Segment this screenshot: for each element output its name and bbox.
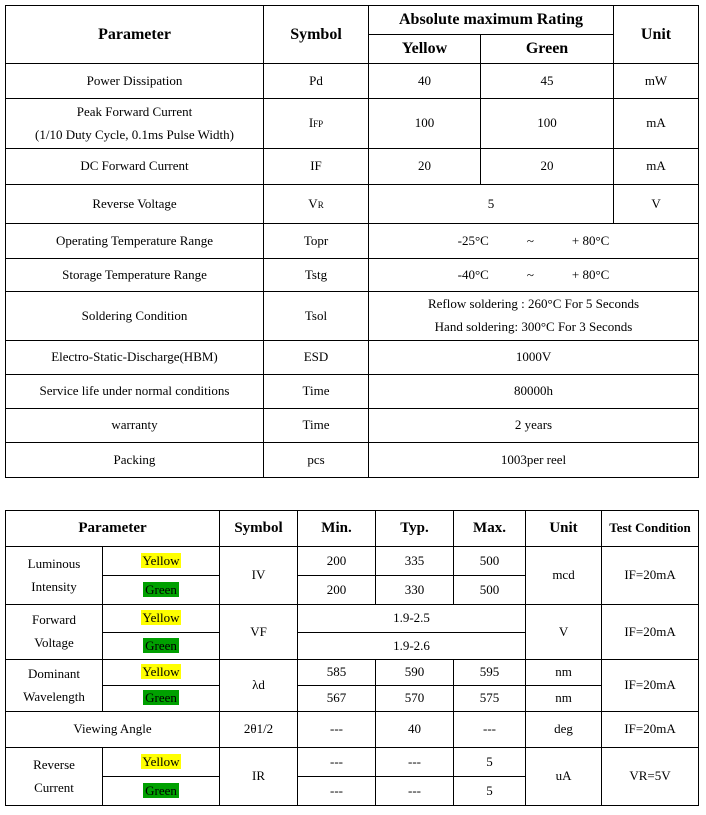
range: 1.9-2.6 xyxy=(298,633,526,660)
table-row xyxy=(6,64,699,99)
param-line: Forward xyxy=(31,612,77,628)
max: 575 xyxy=(454,686,526,712)
table-row xyxy=(6,375,699,409)
header-typ: Typ. xyxy=(376,511,454,547)
max: 5 xyxy=(454,748,526,777)
value: 1000V xyxy=(369,341,699,375)
color-green xyxy=(103,633,220,660)
color-label-yellow: Yellow xyxy=(142,552,180,568)
param-esd: Electro-Static-Discharge(HBM) xyxy=(6,341,264,375)
table-row xyxy=(6,712,699,748)
table-row xyxy=(6,341,699,375)
color-label-green: Green xyxy=(145,690,177,706)
min: 200 xyxy=(298,547,376,576)
param-line: Reverse xyxy=(33,756,75,772)
value: 1003per reel xyxy=(369,443,699,478)
test-condition: IF=20mA xyxy=(602,605,699,660)
typ: 590 xyxy=(376,660,454,686)
min: --- xyxy=(298,777,376,806)
unit: V xyxy=(614,185,699,224)
symbol-time: Time xyxy=(264,375,369,409)
color-label-yellow: Yellow xyxy=(142,664,180,680)
header-symbol: Symbol xyxy=(264,6,369,64)
color-label-green: Green xyxy=(145,581,177,597)
table-row xyxy=(6,292,699,341)
typ: 335 xyxy=(376,547,454,576)
color-label-yellow: Yellow xyxy=(142,610,180,626)
range-to: + 80°C xyxy=(571,266,610,282)
value-green: 45 xyxy=(481,64,614,99)
table-row xyxy=(6,224,699,259)
unit: nm xyxy=(526,686,602,712)
min: --- xyxy=(298,748,376,777)
max: 500 xyxy=(454,576,526,605)
color-yellow xyxy=(103,660,220,686)
param-peak-forward-current xyxy=(6,99,264,149)
unit: uA xyxy=(526,748,602,806)
color-label-yellow: Yellow xyxy=(142,753,180,769)
temperature-range xyxy=(369,224,699,259)
symbol-topr: Topr xyxy=(264,224,369,259)
table-row xyxy=(6,686,699,712)
header-max: Max. xyxy=(454,511,526,547)
param-luminous-intensity xyxy=(6,547,103,605)
param-storage-temperature-range: Storage Temperature Range xyxy=(6,259,264,292)
header-yellow: Yellow xyxy=(369,35,481,64)
param-packing: Packing xyxy=(6,443,264,478)
param-power-dissipation: Power Dissipation xyxy=(6,64,264,99)
param-forward-voltage xyxy=(6,605,103,660)
color-yellow xyxy=(103,748,220,777)
typ: 40 xyxy=(376,712,454,748)
value-yellow: 100 xyxy=(369,99,481,149)
table-row xyxy=(6,443,699,478)
value-yellow: 20 xyxy=(369,149,481,185)
param-line: Peak Forward Current xyxy=(76,103,193,119)
range-from: -40°C xyxy=(457,266,489,282)
unit: mA xyxy=(614,99,699,149)
test-condition: IF=20mA xyxy=(602,712,699,748)
temperature-range xyxy=(369,259,699,292)
max: --- xyxy=(454,712,526,748)
electro-optical-characteristics-table xyxy=(5,510,699,806)
symbol-main: I xyxy=(308,115,314,131)
symbol-vr xyxy=(264,185,369,224)
value-green: 100 xyxy=(481,99,614,149)
value-green: 20 xyxy=(481,149,614,185)
param-reverse-current xyxy=(6,748,103,806)
color-green xyxy=(103,576,220,605)
value-yellow: 40 xyxy=(369,64,481,99)
symbol-sub: FP xyxy=(313,119,324,130)
typ: 330 xyxy=(376,576,454,605)
symbol-tsol: Tsol xyxy=(264,292,369,341)
table-row xyxy=(6,99,699,149)
test-condition: IF=20mA xyxy=(602,547,699,605)
color-yellow xyxy=(103,605,220,633)
test-condition: IF=20mA xyxy=(602,660,699,712)
max: 595 xyxy=(454,660,526,686)
value: 2 years xyxy=(369,409,699,443)
param-dc-forward-current: DC Forward Current xyxy=(6,149,264,185)
table-row xyxy=(6,259,699,292)
param-reverse-voltage: Reverse Voltage xyxy=(6,185,264,224)
unit: mA xyxy=(614,149,699,185)
header-parameter: Parameter xyxy=(6,511,220,547)
param-soldering-condition: Soldering Condition xyxy=(6,292,264,341)
table-row xyxy=(6,547,699,576)
symbol-esd: ESD xyxy=(264,341,369,375)
header-unit: Unit xyxy=(526,511,602,547)
absolute-maximum-ratings-table xyxy=(5,5,699,478)
symbol-pd: Pd xyxy=(264,64,369,99)
color-green xyxy=(103,686,220,712)
soldering-hand: Hand soldering: 300°C For 3 Seconds xyxy=(434,319,633,334)
range: 1.9-2.5 xyxy=(298,605,526,633)
header-symbol: Symbol xyxy=(220,511,298,547)
symbol-sub: R xyxy=(317,199,324,210)
range-to: + 80°C xyxy=(571,232,610,248)
param-operating-temperature-range: Operating Temperature Range xyxy=(6,224,264,259)
symbol-lambda-d: λd xyxy=(220,660,298,712)
unit: mcd xyxy=(526,547,602,605)
param-line: Dominant xyxy=(28,665,80,681)
max: 500 xyxy=(454,547,526,576)
header-test-condition: Test Condition xyxy=(602,511,699,547)
table-row xyxy=(6,748,699,777)
symbol-ifp xyxy=(264,99,369,149)
symbol-if: IF xyxy=(264,149,369,185)
range-separator: ~ xyxy=(526,232,534,248)
color-yellow xyxy=(103,547,220,576)
range-separator: ~ xyxy=(526,266,534,282)
unit: nm xyxy=(526,660,602,686)
table-row xyxy=(6,149,699,185)
symbol-ir: IR xyxy=(220,748,298,806)
table-row xyxy=(6,660,699,686)
param-warranty: warranty xyxy=(6,409,264,443)
color-green xyxy=(103,777,220,806)
symbol-pcs: pcs xyxy=(264,443,369,478)
max: 5 xyxy=(454,777,526,806)
typ: --- xyxy=(376,777,454,806)
header-unit: Unit xyxy=(614,6,699,64)
range-from: -25°C xyxy=(457,232,489,248)
param-service-life: Service life under normal conditions xyxy=(6,375,264,409)
min: 585 xyxy=(298,660,376,686)
min: 200 xyxy=(298,576,376,605)
table-row xyxy=(6,605,699,633)
param-line: Voltage xyxy=(34,635,74,650)
unit: V xyxy=(526,605,602,660)
table-row xyxy=(6,185,699,224)
min: 567 xyxy=(298,686,376,712)
symbol-time: Time xyxy=(264,409,369,443)
value: 5 xyxy=(369,185,614,224)
min: --- xyxy=(298,712,376,748)
header-min: Min. xyxy=(298,511,376,547)
param-line: Luminous xyxy=(27,555,81,571)
header-parameter: Parameter xyxy=(6,6,264,64)
param-line: Wavelength xyxy=(23,688,85,704)
symbol-tstg: Tstg xyxy=(264,259,369,292)
param-line: Current xyxy=(34,779,74,795)
unit: mW xyxy=(614,64,699,99)
unit: deg xyxy=(526,712,602,748)
header-absolute-maximum-rating: Absolute maximum Rating xyxy=(369,6,614,35)
color-label-green: Green xyxy=(145,637,177,653)
symbol-main: V xyxy=(308,195,318,211)
color-label-green: Green xyxy=(145,782,177,798)
param-viewing-angle: Viewing Angle xyxy=(6,712,220,748)
typ: 570 xyxy=(376,686,454,712)
param-line: Intensity xyxy=(31,578,77,594)
soldering-reflow: Reflow soldering : 260°C For 5 Seconds xyxy=(427,296,640,312)
test-condition: VR=5V xyxy=(602,748,699,806)
symbol-2theta: 2θ1/2 xyxy=(220,712,298,748)
value: 80000h xyxy=(369,375,699,409)
header-green: Green xyxy=(481,35,614,64)
symbol-iv: IV xyxy=(220,547,298,605)
table-row xyxy=(6,409,699,443)
param-dominant-wavelength xyxy=(6,660,103,712)
typ: --- xyxy=(376,748,454,777)
param-line: (1/10 Duty Cycle, 0.1ms Pulse Width) xyxy=(35,126,234,142)
soldering-values xyxy=(369,292,699,341)
symbol-vf: VF xyxy=(220,605,298,660)
